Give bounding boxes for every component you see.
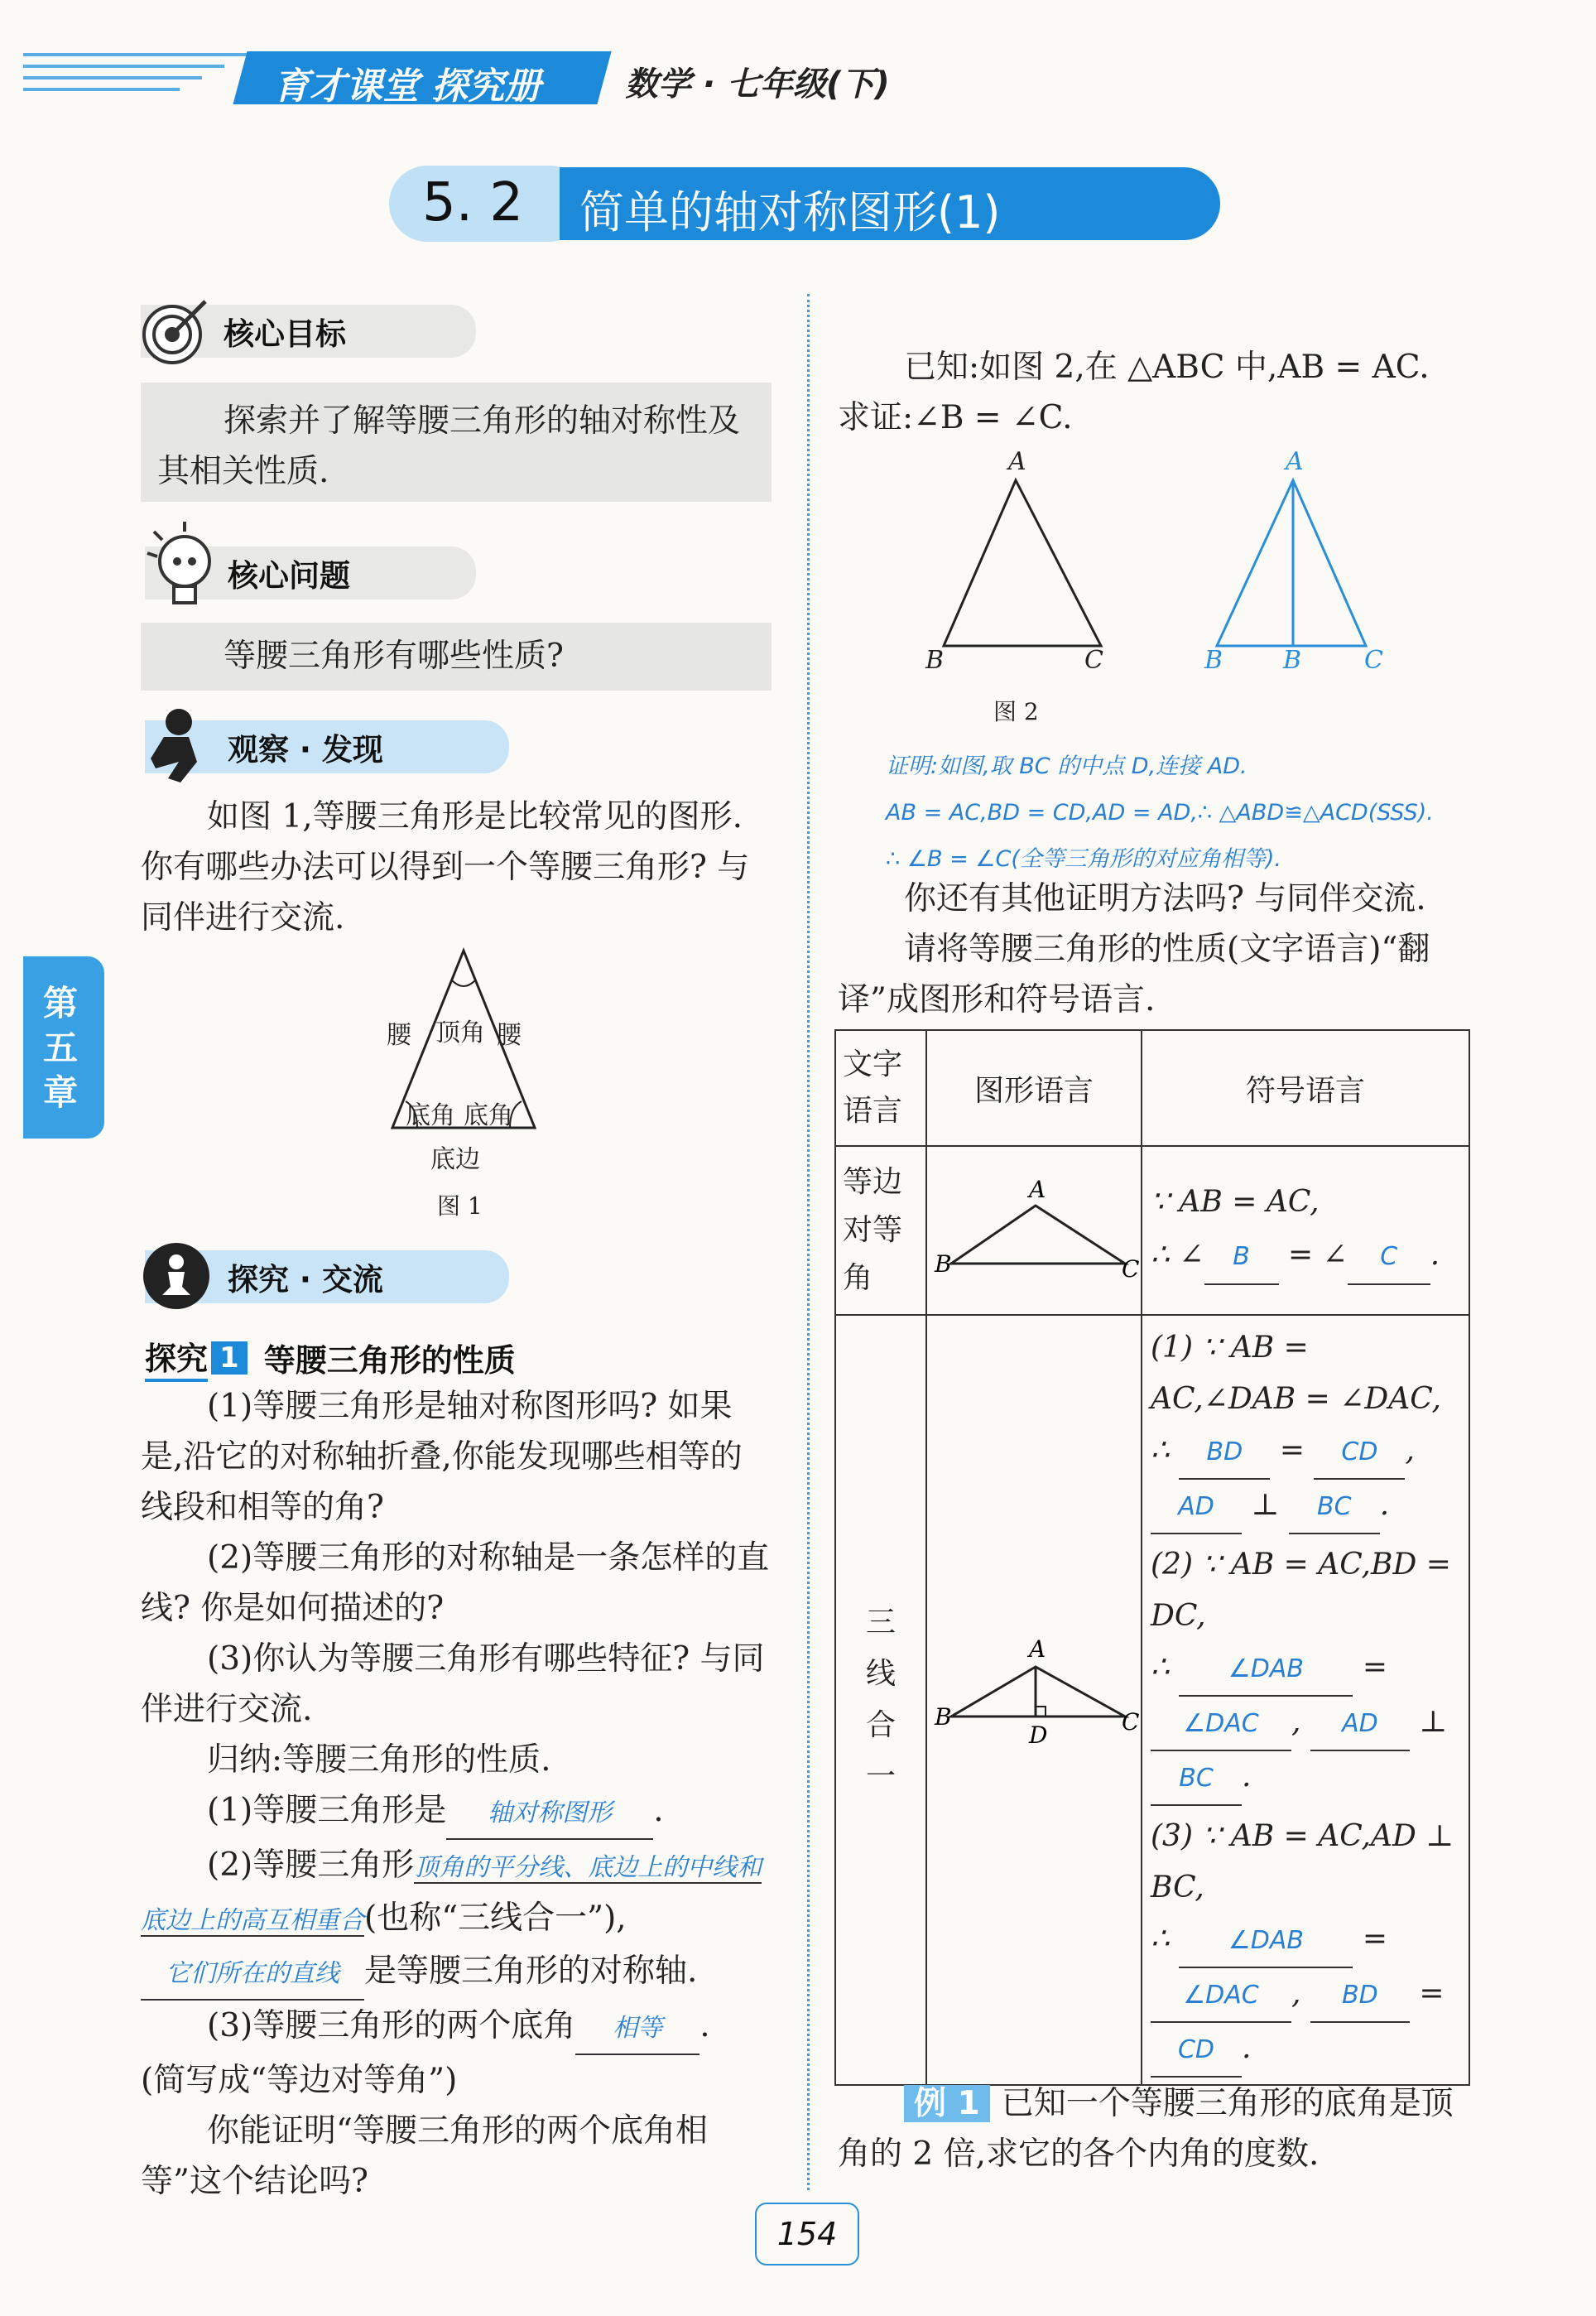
summary-1: (1)等腰三角形是 轴对称图形 . bbox=[141, 1785, 772, 1840]
fig2-caption: 图 2 bbox=[993, 698, 1039, 725]
observe-text: 如图 1,等腰三角形是比较常见的图形. 你有哪些办法可以得到一个等腰三角形? 与同伴进行交流. bbox=[141, 798, 750, 937]
row2-p3-a1: ∠DAB bbox=[1228, 1926, 1304, 1955]
explore-q3: (3)你认为等腰三角形有哪些特征? 与同伴进行交流. bbox=[141, 1640, 765, 1728]
proof-block bbox=[886, 744, 1434, 883]
row1-symbol bbox=[1142, 1146, 1469, 1315]
core-goal-label: 核心目标 bbox=[224, 316, 346, 352]
row2-fig-D: D bbox=[1029, 1721, 1048, 1749]
core-question-label: 核心问题 bbox=[228, 558, 350, 594]
fig1-caption: 图 1 bbox=[437, 1192, 483, 1220]
fig2-B2: B bbox=[1204, 646, 1223, 675]
chess-icon bbox=[139, 1239, 214, 1313]
thinker-icon bbox=[139, 704, 214, 787]
row1-l2: ∴ ∠ B = ∠ C . bbox=[1151, 1229, 1460, 1285]
th-text: 文字语言 bbox=[835, 1030, 926, 1146]
explore-q2: (2)等腰三角形的对称轴是一条怎样的直线? 你是如何描述的? bbox=[141, 1539, 770, 1627]
explore-badge bbox=[145, 1333, 516, 1382]
row2-p1-a4: BC bbox=[1317, 1492, 1352, 1521]
summary-1-answer: 轴对称图形 bbox=[488, 1798, 613, 1827]
fig1-base-angle-right: 底角 bbox=[464, 1101, 513, 1130]
fig1-waist-right: 腰 bbox=[497, 1021, 522, 1050]
row2-fig-C: C bbox=[1122, 1708, 1140, 1736]
proof-line-1: 证明:如图,取 BC 的中点 D,连接 AD. bbox=[886, 754, 1247, 779]
example-1-text: 已知一个等腰三角形的底角是顶角的 2 倍,求它的各个内角的度数. bbox=[838, 2085, 1454, 2173]
proof-line-3: ∴ ∠B = ∠C(全等三角形的对应角相等). bbox=[886, 846, 1281, 872]
figure-2-triangle-left bbox=[935, 472, 1126, 654]
fig2-A2: A bbox=[1286, 447, 1304, 476]
header-subject: 数学 · 七年级(下) bbox=[625, 65, 890, 104]
column-divider bbox=[807, 294, 810, 2190]
summary-3-prefix: (3)等腰三角形的两个底角 bbox=[207, 2007, 576, 2044]
other-method: 你还有其他证明方法吗? 与同伴交流. bbox=[904, 880, 1426, 917]
fig2-B1: B bbox=[925, 646, 945, 675]
right-given: 已知:如图 2,在 △ABC 中,AB = AC. bbox=[904, 349, 1430, 386]
fig2-C1: C bbox=[1084, 646, 1103, 675]
chapter-side-tab-label: 第五章 bbox=[43, 983, 79, 1113]
row2-text: 三线合一 bbox=[835, 1315, 926, 2085]
proof-line-2: AB = AC,BD = CD,AD = AD,∴ △ABD≌△ACD(SSS). bbox=[886, 800, 1434, 826]
row2-p2-a2: ∠DAC bbox=[1183, 1709, 1259, 1738]
row2-p3-a3: BD bbox=[1342, 1981, 1378, 2010]
row2-p1-a2: CD bbox=[1341, 1437, 1378, 1466]
explore-q1: (1)等腰三角形是轴对称图形吗? 如果是,沿它的对称轴折叠,你能发现哪些相等的线段和相等的角? bbox=[141, 1388, 743, 1526]
core-question-text: 等腰三角形有哪些性质? bbox=[224, 638, 564, 675]
row1-figure bbox=[926, 1146, 1142, 1315]
fig1-base: 底边 bbox=[430, 1145, 480, 1174]
row1-a1: B bbox=[1233, 1242, 1250, 1271]
core-question-box bbox=[141, 623, 772, 691]
th-symbol: 符号语言 bbox=[1142, 1030, 1469, 1146]
right-discussion bbox=[838, 874, 1475, 1025]
summary-3-answer: 相等 bbox=[613, 2014, 663, 2043]
row2-figure bbox=[926, 1315, 1142, 2085]
fig2-M2: B bbox=[1283, 646, 1302, 675]
fig2-A1: A bbox=[1008, 447, 1026, 476]
summary-1-prefix: (1)等腰三角形是 bbox=[207, 1792, 447, 1829]
row2-p1-a3: AD bbox=[1178, 1492, 1214, 1521]
row2-p1-l2: ∴ BD = CD , AD ⊥ BC . bbox=[1151, 1425, 1460, 1534]
summary-2-answer2: 它们所在的直线 bbox=[166, 1959, 339, 1988]
summary-2-suffix: 是等腰三角形的对称轴. bbox=[364, 1952, 698, 1990]
summary-2-prefix: (2)等腰三角形 bbox=[207, 1847, 415, 1884]
row2-triangle bbox=[928, 1617, 1140, 1783]
row2-p3-a4: CD bbox=[1177, 2035, 1215, 2064]
row2-fig-B: B bbox=[935, 1703, 952, 1731]
right-intro bbox=[838, 286, 1475, 443]
section-title: 简单的轴对称图形(1) bbox=[579, 186, 1001, 238]
summary-3: (3)等腰三角形的两个底角 相等 . bbox=[141, 2001, 772, 2055]
fig1-apex: 顶角 bbox=[435, 1018, 485, 1047]
row2-p3-l2: ∴ ∠DAB = ∠DAC , BD = CD . bbox=[1151, 1914, 1460, 2078]
row2-p3-a2: ∠DAC bbox=[1183, 1981, 1259, 2010]
explore-label: 探究 · 交流 bbox=[228, 1262, 383, 1298]
right-prove: 求证:∠B = ∠C. bbox=[838, 399, 1073, 436]
property-table bbox=[834, 1029, 1470, 2086]
row2-p2-a1: ∠DAB bbox=[1228, 1654, 1304, 1683]
fig2-C2: C bbox=[1364, 646, 1383, 675]
row1-fig-C: C bbox=[1122, 1255, 1140, 1283]
row2-symbol bbox=[1142, 1315, 1469, 2085]
fig1-waist-left: 腰 bbox=[387, 1021, 411, 1050]
row1-triangle bbox=[928, 1148, 1140, 1313]
summary-intro: 归纳:等腰三角形的性质. bbox=[207, 1741, 551, 1779]
prove-question: 你能证明“等腰三角形的两个底角相等”这个结论吗? bbox=[141, 2112, 708, 2200]
translate-prompt: 请将等腰三角形的性质(文字语言)“翻译”成图形和符号语言. bbox=[838, 931, 1430, 1018]
observe-label: 观察 · 发现 bbox=[228, 732, 383, 768]
explore-title: 等腰三角形的性质 bbox=[263, 1342, 516, 1379]
row2-p2-l1: (2) ∵ AB = AC,BD = DC, bbox=[1151, 1548, 1451, 1633]
summary-2-answer: 顶角的平分线、底边上的中线和底边上的高互相重合 bbox=[141, 1853, 762, 1935]
row1-fig-A: A bbox=[1029, 1176, 1046, 1203]
figure-2-triangle-right bbox=[1209, 472, 1382, 654]
row1-a2: C bbox=[1380, 1242, 1398, 1271]
row1-fig-B: B bbox=[935, 1250, 952, 1278]
row2-p2-l2: ∴ ∠DAB = ∠DAC , AD ⊥ BC . bbox=[1151, 1642, 1460, 1806]
row1-l1: ∵ AB = AC, bbox=[1151, 1185, 1320, 1219]
row1-text: 等边对等角 bbox=[835, 1146, 926, 1315]
row2-p3-l1: (3) ∵ AB = AC,AD ⊥ BC, bbox=[1151, 1819, 1454, 1904]
page-number: 154 bbox=[755, 2203, 859, 2265]
th-figure: 图形语言 bbox=[926, 1030, 1142, 1146]
example-1 bbox=[838, 2078, 1475, 2179]
row2-p2-a4: BC bbox=[1179, 1764, 1214, 1793]
core-goal-text: 探索并了解等腰三角形的轴对称性及其相关性质. bbox=[157, 402, 741, 490]
target-icon bbox=[139, 295, 214, 369]
summary-2 bbox=[141, 1840, 772, 2001]
explore-badge-text: 探究 bbox=[145, 1333, 208, 1382]
row2-p1-l1: (1) ∵ AB = AC,∠DAB = ∠DAC, bbox=[1151, 1331, 1441, 1416]
row2-p1-a1: BD bbox=[1206, 1437, 1243, 1466]
fig1-base-angle-left: 底角 bbox=[406, 1101, 455, 1130]
header-series: 育才课堂 探究册 bbox=[273, 65, 541, 108]
example-1-label: 例 1 bbox=[904, 2085, 990, 2122]
row2-fig-A: A bbox=[1029, 1635, 1046, 1663]
section-number: 5. 2 bbox=[422, 172, 524, 234]
header-stripes bbox=[23, 51, 247, 109]
explore-questions bbox=[141, 1381, 772, 2200]
row2-p2-a3: AD bbox=[1342, 1709, 1378, 1738]
explore-badge-num: 1 bbox=[211, 1341, 248, 1375]
core-goal-box bbox=[141, 383, 772, 502]
summary-2-mid: (也称“三线合一”), bbox=[364, 1900, 627, 1937]
lightbulb-icon bbox=[139, 520, 222, 611]
summary-3-note: (简写成“等边对等角”) bbox=[141, 2062, 458, 2099]
